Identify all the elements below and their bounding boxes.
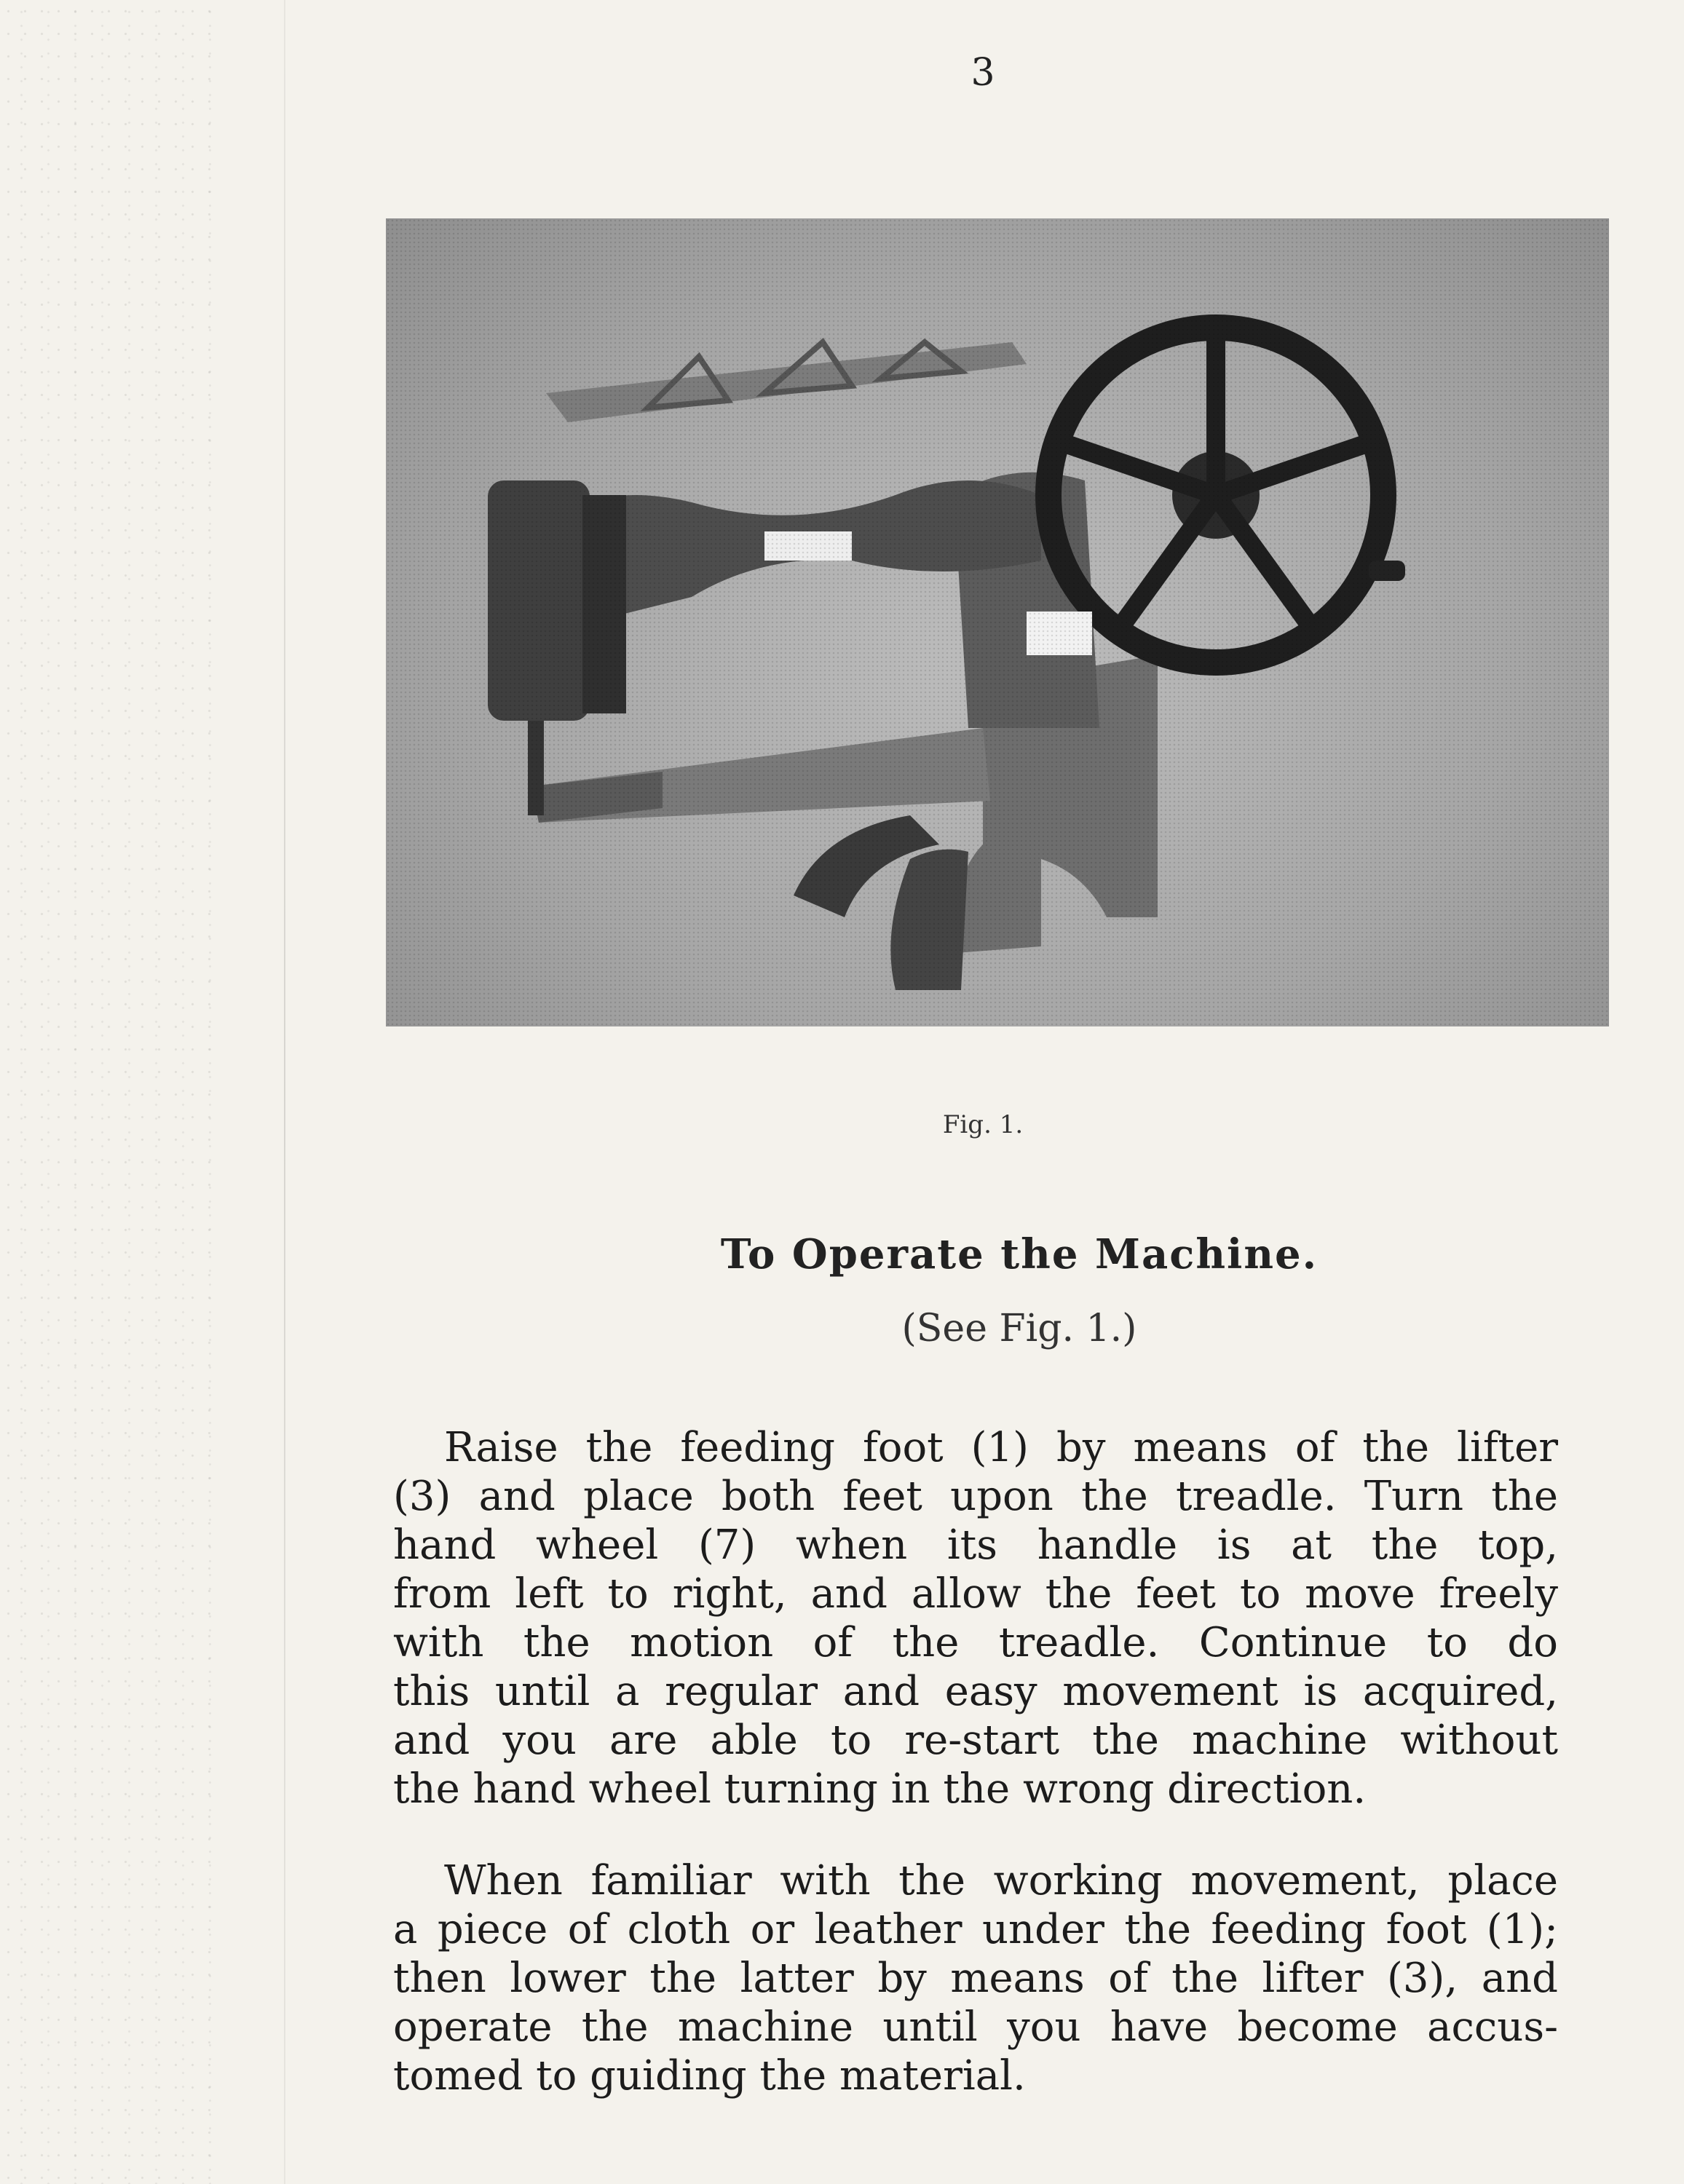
paragraph-line: the hand wheel turning in the wrong direction. [393,1765,1367,1813]
paragraph-2 [393,1856,1558,2100]
paragraph-line: this until a regular and easy movement is acquired, [393,1668,1558,1715]
paragraph-line: with the motion of the treadle. Continue to do [393,1619,1558,1666]
paragraph-line: a piece of cloth or leather under the feeding foot (1); [393,1906,1558,1953]
page-fold-line [284,0,285,2184]
figure-photo-sewing-machine [386,218,1609,1026]
paragraph-line: and you are able to re-start the machine without [393,1717,1558,1764]
paragraph-line: hand wheel (7) when its handle is at the top, [393,1522,1558,1569]
section-title: To Operate the Machine. [720,1230,1319,1278]
paragraph-line: operate the machine until you have become accus- [393,2003,1558,2051]
paragraph-line: (3) and place both feet upon the treadle. Turn the [393,1473,1558,1520]
paragraph-line: Raise the feeding foot (1) by means of the lifter [444,1424,1558,1471]
paragraph-line: from left to right, and allow the feet to move freely [393,1570,1558,1618]
paragraph-line: then lower the latter by means of the lifter (3), and [393,1955,1558,2002]
section-reference: (See Fig. 1.) [901,1307,1137,1350]
paragraph-line: When familiar with the working movement, place [444,1857,1558,1904]
scan-edge-noise [0,0,218,2184]
page-number: 3 [971,51,995,95]
figure-caption: Fig. 1. [942,1110,1024,1139]
paragraph-1 [393,1423,1558,1813]
sewing-machine-illustration [386,218,1609,1026]
paragraph-line: tomed to guiding the material. [393,2052,1026,2100]
